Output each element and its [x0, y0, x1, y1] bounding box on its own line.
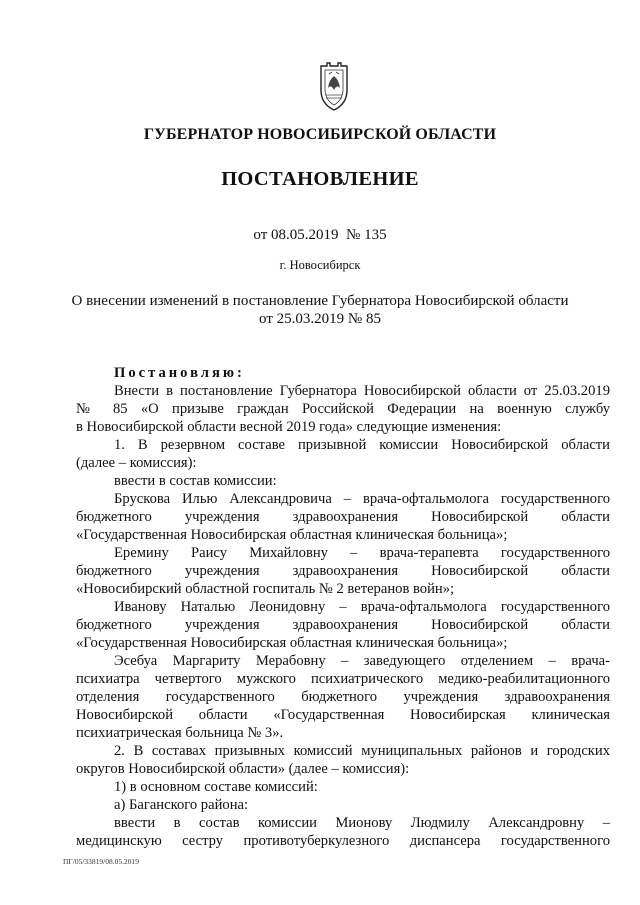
body-line: «Государственная Новосибирская областная клиническая больница»;: [76, 635, 508, 651]
body-line: в Новосибирской области весной 2019 года» следующие изменения:: [76, 419, 502, 435]
issuing-authority: ГУБЕРНАТОР НОВОСИБИРСКОЙ ОБЛАСТИ: [143, 126, 497, 143]
subject-line: от 25.03.2019 № 85: [259, 311, 381, 327]
body-line: Внести в постановление Губернатора Новосибирской области от 25.03.2019: [114, 383, 610, 399]
body-line: психиатрическая больница № 3».: [76, 725, 284, 741]
body-line: отделения государственного бюджетного учреждения здравоохранения: [76, 689, 610, 705]
body-line: Новосибирской области «Государственная Новосибирская клиническая: [76, 707, 610, 723]
body-line: 1. В резервном составе призывной комиссии Новосибирской области: [114, 437, 610, 453]
body-line: Иванову Наталью Леонидовну – врача-офтальмолога государственного: [114, 599, 610, 615]
document-code: ПГ/05/33819/08.05.2019: [63, 857, 140, 866]
subject-line: О внесении изменений в постановление Губернатора Новосибирской области: [71, 293, 569, 309]
date-and-number: от 08.05.2019 № 135: [253, 227, 387, 243]
body-line: «Государственная Новосибирская областная клиническая больница»;: [76, 527, 508, 543]
body-line: бюджетного учреждения здравоохранения Новосибирской области: [76, 617, 610, 633]
coat-of-arms-icon: [317, 60, 351, 112]
document-subject: [0, 292, 640, 328]
document-type: ПОСТАНОВЛЕНИЕ: [221, 168, 419, 190]
body-line: 2. В составах призывных комиссий муниципальных районов и городских: [114, 743, 610, 759]
body-line: 1) в основном составе комиссий:: [114, 779, 318, 795]
body-line: а) Баганского района:: [114, 797, 249, 813]
city: г. Новосибирск: [279, 258, 361, 272]
body-line: психиатра четвертого мужского психиатрического медико-реабилитационного: [76, 671, 610, 687]
body-line: «Новосибирский областной госпиталь № 2 ветеранов войн»;: [76, 581, 455, 597]
body-line: ввести в состав комиссии:: [114, 473, 277, 489]
document-body: [76, 364, 610, 850]
body-line: (далее – комиссия):: [76, 455, 197, 471]
body-line: Еремину Раису Михайловну – врача-терапевта государственного: [114, 545, 610, 561]
body-line: бюджетного учреждения здравоохранения Новосибирской области: [76, 509, 610, 525]
body-line: № 85 «О призыве граждан Российской Федерации на военную службу: [76, 401, 610, 417]
body-line: бюджетного учреждения здравоохранения Новосибирской области: [76, 563, 610, 579]
body-line: округов Новосибирской области» (далее – комиссия):: [76, 761, 410, 777]
decree-word: Постановляю:: [114, 365, 245, 381]
body-line: Брускова Илью Александровича – врача-офтальмолога государственного: [114, 491, 610, 507]
body-line: медицинскую сестру противотуберкулезного диспансера государственного: [76, 833, 610, 849]
body-line: Эсебуа Маргариту Мерабовну – заведующего отделением – врача-: [114, 653, 610, 669]
body-line: ввести в состав комиссии Мионову Людмилу Александровну –: [114, 815, 610, 831]
